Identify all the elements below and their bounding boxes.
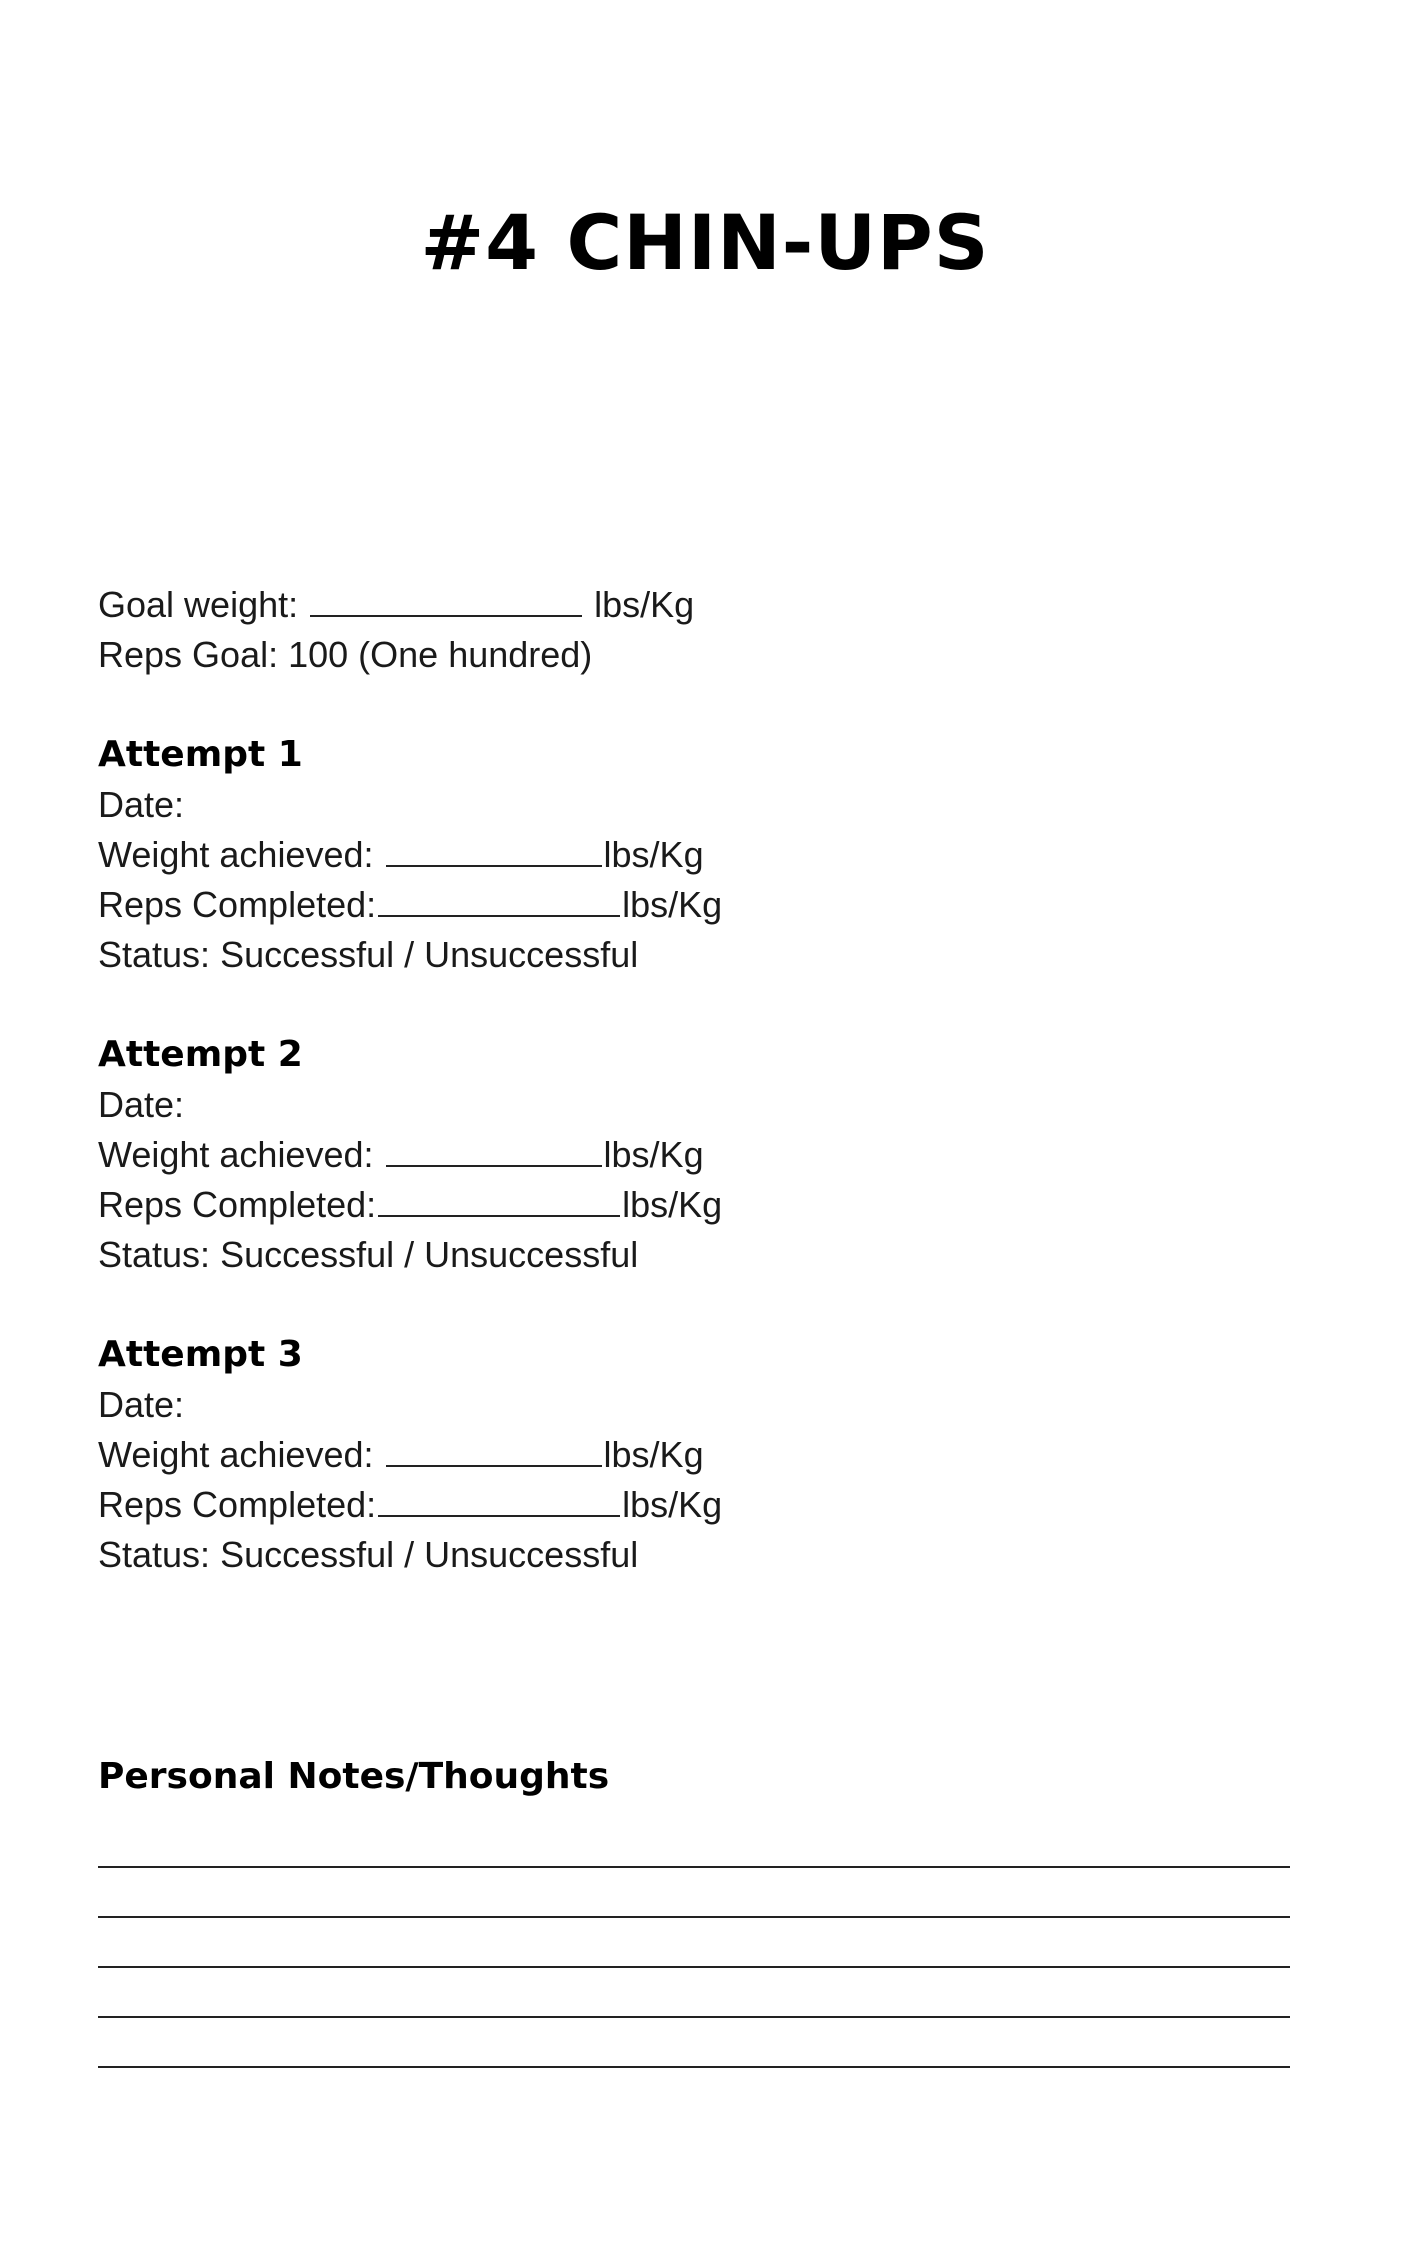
attempt-3-reps-blank[interactable] xyxy=(378,1485,620,1517)
worksheet-body xyxy=(98,580,1318,1580)
weight-achieved-label: Weight achieved: xyxy=(98,834,374,875)
note-line[interactable] xyxy=(98,1868,1290,1918)
page-title: #4 CHIN-UPS xyxy=(420,198,990,287)
note-line[interactable] xyxy=(98,1918,1290,1968)
weight-unit: lbs/Kg xyxy=(603,834,704,875)
goal-weight-line xyxy=(98,580,1318,630)
attempt-2-date: Date: xyxy=(98,1084,185,1125)
weight-achieved-label: Weight achieved: xyxy=(98,1434,374,1475)
reps-unit: lbs/Kg xyxy=(622,1484,723,1525)
attempt-2-heading: Attempt 2 xyxy=(98,1034,303,1075)
attempt-2-weight-blank[interactable] xyxy=(386,1135,602,1167)
attempt-3-status: Status: Successful / Unsuccessful xyxy=(98,1534,639,1575)
notes-writing-area[interactable] xyxy=(98,1866,1290,2068)
attempt-1-status: Status: Successful / Unsuccessful xyxy=(98,934,639,975)
reps-unit: lbs/Kg xyxy=(622,1184,723,1225)
attempt-2-reps-line xyxy=(98,1180,1318,1230)
reps-completed-label: Reps Completed: xyxy=(98,1184,377,1225)
goal-weight-unit: lbs/Kg xyxy=(594,584,695,625)
weight-achieved-label: Weight achieved: xyxy=(98,1134,374,1175)
weight-unit: lbs/Kg xyxy=(603,1134,704,1175)
attempt-1-weight-blank[interactable] xyxy=(386,835,602,867)
weight-unit: lbs/Kg xyxy=(603,1434,704,1475)
goal-weight-blank[interactable] xyxy=(310,585,582,617)
attempt-3-reps-line xyxy=(98,1480,1318,1530)
reps-goal-line: Reps Goal: 100 (One hundred) xyxy=(98,634,593,675)
attempt-1-date: Date: xyxy=(98,784,185,825)
reps-completed-label: Reps Completed: xyxy=(98,1484,377,1525)
attempt-1-heading: Attempt 1 xyxy=(98,734,303,775)
notes-heading: Personal Notes/Thoughts xyxy=(98,1756,610,1797)
attempt-1-weight-line xyxy=(98,830,1318,880)
attempt-1-reps-line xyxy=(98,880,1318,930)
attempt-3-heading: Attempt 3 xyxy=(98,1334,303,1375)
attempt-1-reps-blank[interactable] xyxy=(378,885,620,917)
attempt-3-weight-line xyxy=(98,1430,1318,1480)
attempt-3-weight-blank[interactable] xyxy=(386,1435,602,1467)
attempt-2-status: Status: Successful / Unsuccessful xyxy=(98,1234,639,1275)
reps-completed-label: Reps Completed: xyxy=(98,884,377,925)
note-line[interactable] xyxy=(98,1968,1290,2018)
reps-unit: lbs/Kg xyxy=(622,884,723,925)
attempt-2-weight-line xyxy=(98,1130,1318,1180)
attempt-3-date: Date: xyxy=(98,1384,185,1425)
note-line[interactable] xyxy=(98,2018,1290,2068)
attempt-2-reps-blank[interactable] xyxy=(378,1185,620,1217)
goal-weight-label: Goal weight: xyxy=(98,584,299,625)
